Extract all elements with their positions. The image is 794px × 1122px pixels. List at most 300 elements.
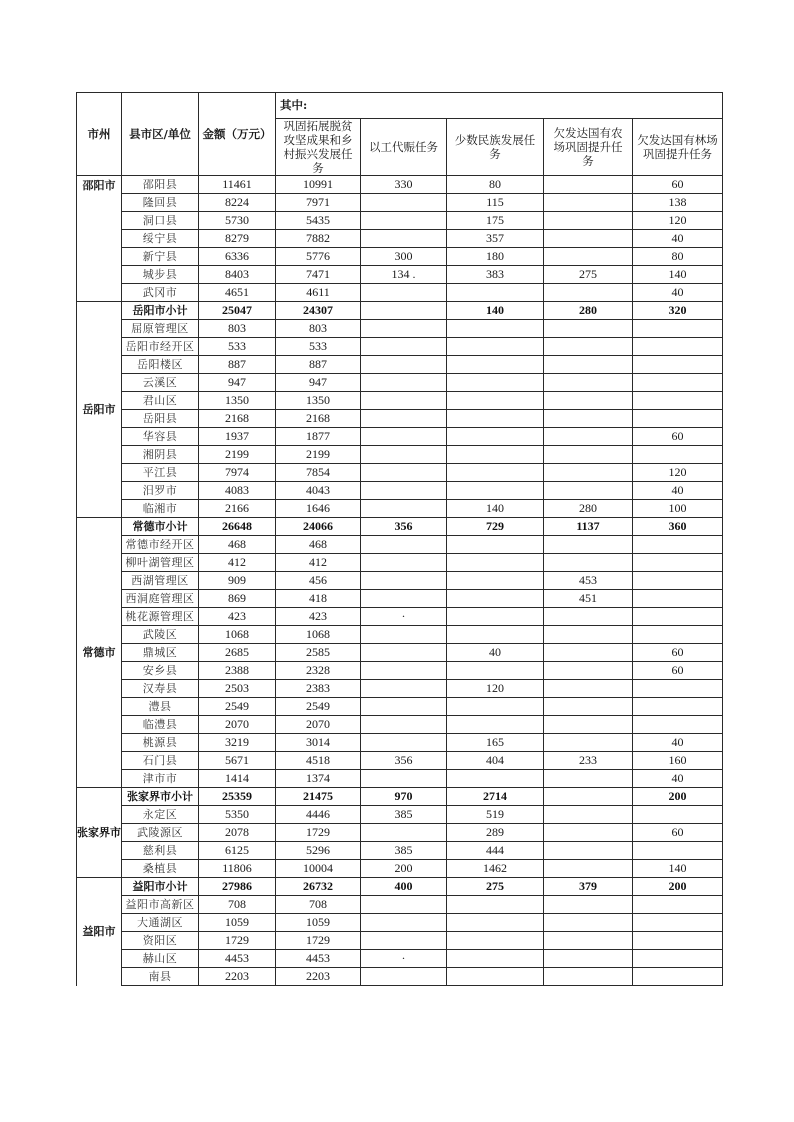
ethnic-development-cell (447, 320, 544, 338)
county-name: 永定区 (122, 806, 199, 824)
county-name: 慈利县 (122, 842, 199, 860)
amount-cell: 6336 (199, 248, 276, 266)
state-farm-cell (544, 410, 633, 428)
state-forest-cell (633, 536, 723, 554)
state-forest-cell: 140 (633, 266, 723, 284)
state-farm-cell (544, 662, 633, 680)
poverty-consolidation-cell: 2203 (276, 968, 361, 986)
work-relief-cell (361, 590, 447, 608)
ethnic-development-cell: 357 (447, 230, 544, 248)
state-forest-cell: 200 (633, 788, 723, 806)
ethnic-development-cell (447, 356, 544, 374)
state-farm-cell: 275 (544, 266, 633, 284)
state-farm-cell: 451 (544, 590, 633, 608)
amount-cell: 887 (199, 356, 276, 374)
state-farm-cell (544, 482, 633, 500)
state-farm-cell (544, 968, 633, 986)
table-row (77, 482, 723, 500)
ethnic-development-cell (447, 482, 544, 500)
amount-cell: 8403 (199, 266, 276, 284)
poverty-consolidation-cell: 21475 (276, 788, 361, 806)
state-forest-cell: 320 (633, 302, 723, 320)
state-forest-cell: 40 (633, 230, 723, 248)
state-farm-cell (544, 464, 633, 482)
header-poverty-consolidation: 巩固拓展脱贫攻坚成果和乡村振兴发展任务 (276, 119, 361, 176)
poverty-consolidation-cell: 4611 (276, 284, 361, 302)
city-cell: 益阳市 (77, 878, 122, 986)
amount-cell: 1414 (199, 770, 276, 788)
city-cell: 邵阳市 (77, 176, 122, 302)
state-farm-cell (544, 626, 633, 644)
work-relief-cell (361, 896, 447, 914)
work-relief-cell: 300 (361, 248, 447, 266)
amount-cell: 2168 (199, 410, 276, 428)
table-row (77, 752, 723, 770)
amount-cell: 2503 (199, 680, 276, 698)
work-relief-cell (361, 446, 447, 464)
ethnic-development-cell (447, 662, 544, 680)
ethnic-development-cell (447, 698, 544, 716)
county-name: 君山区 (122, 392, 199, 410)
state-forest-cell: 360 (633, 518, 723, 536)
table-row (77, 320, 723, 338)
state-farm-cell (544, 320, 633, 338)
county-name: 武陵源区 (122, 824, 199, 842)
ethnic-development-cell: 165 (447, 734, 544, 752)
poverty-consolidation-cell: 7471 (276, 266, 361, 284)
amount-cell: 3219 (199, 734, 276, 752)
poverty-consolidation-cell: 2549 (276, 698, 361, 716)
state-forest-cell: 100 (633, 500, 723, 518)
city-cell: 常德市 (77, 518, 122, 788)
work-relief-cell (361, 554, 447, 572)
state-farm-cell (544, 932, 633, 950)
work-relief-cell (361, 482, 447, 500)
poverty-consolidation-cell: 803 (276, 320, 361, 338)
state-forest-cell (633, 914, 723, 932)
work-relief-cell (361, 356, 447, 374)
table-row (77, 914, 723, 932)
ethnic-development-cell (447, 410, 544, 428)
subtotal-label: 岳阳市小计 (122, 302, 199, 320)
state-forest-cell: 80 (633, 248, 723, 266)
table-row (77, 572, 723, 590)
ethnic-development-cell (447, 770, 544, 788)
state-forest-cell (633, 608, 723, 626)
poverty-consolidation-cell: 423 (276, 608, 361, 626)
state-farm-cell (544, 356, 633, 374)
ethnic-development-cell: 180 (447, 248, 544, 266)
poverty-consolidation-cell: 1729 (276, 932, 361, 950)
table-row (77, 554, 723, 572)
poverty-consolidation-cell: 2199 (276, 446, 361, 464)
work-relief-cell (361, 320, 447, 338)
county-name: 临湘市 (122, 500, 199, 518)
ethnic-development-cell: 175 (447, 212, 544, 230)
work-relief-cell (361, 644, 447, 662)
ethnic-development-cell: 140 (447, 500, 544, 518)
county-name: 邵阳县 (122, 176, 199, 194)
state-forest-cell: 60 (633, 176, 723, 194)
state-farm-cell (544, 176, 633, 194)
table-row (77, 770, 723, 788)
state-forest-cell: 120 (633, 464, 723, 482)
state-farm-cell: 453 (544, 572, 633, 590)
poverty-consolidation-cell: 947 (276, 374, 361, 392)
ethnic-development-cell: 1462 (447, 860, 544, 878)
county-name: 益阳市高新区 (122, 896, 199, 914)
amount-cell: 468 (199, 536, 276, 554)
header-state-forest: 欠发达国有林场巩固提升任务 (633, 119, 723, 176)
work-relief-cell: 134 . (361, 266, 447, 284)
table-row (77, 626, 723, 644)
work-relief-cell: 356 (361, 518, 447, 536)
table-row (77, 644, 723, 662)
table-row (77, 680, 723, 698)
ethnic-development-cell: 729 (447, 518, 544, 536)
county-name: 临澧县 (122, 716, 199, 734)
table-row (77, 662, 723, 680)
state-forest-cell: 60 (633, 428, 723, 446)
state-farm-cell (544, 806, 633, 824)
state-farm-cell (544, 608, 633, 626)
work-relief-cell: 970 (361, 788, 447, 806)
ethnic-development-cell (447, 950, 544, 968)
table-row (77, 212, 723, 230)
table-row (77, 698, 723, 716)
amount-cell: 5730 (199, 212, 276, 230)
county-name: 洞口县 (122, 212, 199, 230)
state-forest-cell (633, 590, 723, 608)
county-name: 岳阳县 (122, 410, 199, 428)
table-row (77, 392, 723, 410)
amount-cell: 25047 (199, 302, 276, 320)
state-forest-cell: 40 (633, 734, 723, 752)
county-name: 岳阳市经开区 (122, 338, 199, 356)
poverty-consolidation-cell: 2383 (276, 680, 361, 698)
poverty-consolidation-cell: 5776 (276, 248, 361, 266)
table-row (77, 266, 723, 284)
work-relief-cell (361, 500, 447, 518)
state-forest-cell (633, 968, 723, 986)
amount-cell: 8279 (199, 230, 276, 248)
table-row (77, 464, 723, 482)
amount-cell: 412 (199, 554, 276, 572)
ethnic-development-cell (447, 536, 544, 554)
state-farm-cell (544, 554, 633, 572)
amount-cell: 2070 (199, 716, 276, 734)
poverty-consolidation-cell: 7971 (276, 194, 361, 212)
header-amount: 金额（万元） (199, 93, 276, 176)
state-farm-cell (544, 230, 633, 248)
table-row (77, 842, 723, 860)
header-work-relief: 以工代赈任务 (361, 119, 447, 176)
table-row (77, 410, 723, 428)
amount-cell: 2549 (199, 698, 276, 716)
funding-allocation-table (76, 92, 723, 986)
poverty-consolidation-cell: 10991 (276, 176, 361, 194)
ethnic-development-cell: 40 (447, 644, 544, 662)
state-forest-cell (633, 698, 723, 716)
poverty-consolidation-cell: 412 (276, 554, 361, 572)
poverty-consolidation-cell: 1350 (276, 392, 361, 410)
state-forest-cell (633, 626, 723, 644)
table-row (77, 500, 723, 518)
county-name: 隆回县 (122, 194, 199, 212)
amount-cell: 5671 (199, 752, 276, 770)
amount-cell: 4651 (199, 284, 276, 302)
ethnic-development-cell: 115 (447, 194, 544, 212)
table-row (77, 176, 723, 194)
table-row (77, 284, 723, 302)
amount-cell: 11461 (199, 176, 276, 194)
ethnic-development-cell (447, 626, 544, 644)
county-name: 石门县 (122, 752, 199, 770)
county-name: 绥宁县 (122, 230, 199, 248)
county-name: 西洞庭管理区 (122, 590, 199, 608)
poverty-consolidation-cell: 1068 (276, 626, 361, 644)
state-farm-cell: 233 (544, 752, 633, 770)
county-name: 资阳区 (122, 932, 199, 950)
county-name: 津市市 (122, 770, 199, 788)
state-forest-cell: 40 (633, 482, 723, 500)
work-relief-cell (361, 680, 447, 698)
amount-cell: 25359 (199, 788, 276, 806)
ethnic-development-cell: 2714 (447, 788, 544, 806)
state-farm-cell (544, 212, 633, 230)
work-relief-cell (361, 698, 447, 716)
work-relief-cell (361, 734, 447, 752)
amount-cell: 2199 (199, 446, 276, 464)
poverty-consolidation-cell: 3014 (276, 734, 361, 752)
subtotal-label: 常德市小计 (122, 518, 199, 536)
state-forest-cell (633, 374, 723, 392)
work-relief-cell (361, 284, 447, 302)
work-relief-cell (361, 392, 447, 410)
ethnic-development-cell: 275 (447, 878, 544, 896)
table-row (77, 446, 723, 464)
amount-cell: 7974 (199, 464, 276, 482)
state-forest-cell (633, 842, 723, 860)
ethnic-development-cell: 444 (447, 842, 544, 860)
poverty-consolidation-cell: 533 (276, 338, 361, 356)
state-farm-cell (544, 770, 633, 788)
poverty-consolidation-cell: 2328 (276, 662, 361, 680)
work-relief-cell: 200 (361, 860, 447, 878)
table-row (77, 194, 723, 212)
header-of-which: 其中: (276, 93, 723, 119)
poverty-consolidation-cell: 2070 (276, 716, 361, 734)
amount-cell: 4083 (199, 482, 276, 500)
work-relief-cell (361, 716, 447, 734)
amount-cell: 2685 (199, 644, 276, 662)
ethnic-development-cell (447, 428, 544, 446)
ethnic-development-cell: 140 (447, 302, 544, 320)
work-relief-cell (361, 428, 447, 446)
ethnic-development-cell: 519 (447, 806, 544, 824)
poverty-consolidation-cell: 7882 (276, 230, 361, 248)
county-name: 桑植县 (122, 860, 199, 878)
work-relief-cell (361, 662, 447, 680)
table-row (77, 590, 723, 608)
county-name: 云溪区 (122, 374, 199, 392)
county-name: 屈原管理区 (122, 320, 199, 338)
state-forest-cell: 60 (633, 662, 723, 680)
work-relief-cell (361, 932, 447, 950)
subtotal-label: 张家界市小计 (122, 788, 199, 806)
state-farm-cell: 379 (544, 878, 633, 896)
amount-cell: 2388 (199, 662, 276, 680)
amount-cell: 27986 (199, 878, 276, 896)
county-name: 常德市经开区 (122, 536, 199, 554)
subtotal-row (77, 788, 723, 806)
state-forest-cell (633, 896, 723, 914)
ethnic-development-cell: 383 (447, 266, 544, 284)
county-name: 汨罗市 (122, 482, 199, 500)
county-name: 岳阳楼区 (122, 356, 199, 374)
ethnic-development-cell (447, 590, 544, 608)
subtotal-row (77, 518, 723, 536)
amount-cell: 869 (199, 590, 276, 608)
work-relief-cell (361, 824, 447, 842)
poverty-consolidation-cell: 4446 (276, 806, 361, 824)
state-farm-cell (544, 914, 633, 932)
state-farm-cell (544, 338, 633, 356)
table-body (77, 176, 723, 986)
ethnic-development-cell (447, 284, 544, 302)
ethnic-development-cell: 120 (447, 680, 544, 698)
work-relief-cell (361, 914, 447, 932)
work-relief-cell (361, 374, 447, 392)
work-relief-cell: 400 (361, 878, 447, 896)
state-farm-cell (544, 698, 633, 716)
amount-cell: 1068 (199, 626, 276, 644)
state-farm-cell (544, 788, 633, 806)
table-row (77, 230, 723, 248)
table-row (77, 374, 723, 392)
work-relief-cell (361, 410, 447, 428)
state-forest-cell: 40 (633, 284, 723, 302)
state-farm-cell (544, 536, 633, 554)
state-forest-cell (633, 806, 723, 824)
state-farm-cell (544, 284, 633, 302)
county-name: 新宁县 (122, 248, 199, 266)
state-forest-cell: 120 (633, 212, 723, 230)
county-name: 鼎城区 (122, 644, 199, 662)
ethnic-development-cell (447, 554, 544, 572)
work-relief-cell (361, 212, 447, 230)
amount-cell: 909 (199, 572, 276, 590)
state-farm-cell (544, 860, 633, 878)
funding-table-page (76, 92, 722, 986)
state-farm-cell (544, 716, 633, 734)
poverty-consolidation-cell: 1877 (276, 428, 361, 446)
county-name: 安乡县 (122, 662, 199, 680)
state-forest-cell (633, 932, 723, 950)
header-ethnic-development: 少数民族发展任务 (447, 119, 544, 176)
amount-cell: 1350 (199, 392, 276, 410)
amount-cell: 1059 (199, 914, 276, 932)
poverty-consolidation-cell: 5435 (276, 212, 361, 230)
table-header (77, 93, 723, 176)
header-state-farm: 欠发达国有农场巩固提升任务 (544, 119, 633, 176)
amount-cell: 423 (199, 608, 276, 626)
amount-cell: 2078 (199, 824, 276, 842)
county-name: 澧县 (122, 698, 199, 716)
amount-cell: 1937 (199, 428, 276, 446)
ethnic-development-cell (447, 446, 544, 464)
state-forest-cell (633, 338, 723, 356)
amount-cell: 8224 (199, 194, 276, 212)
state-farm-cell (544, 392, 633, 410)
work-relief-cell: 385 (361, 842, 447, 860)
state-farm-cell (544, 644, 633, 662)
amount-cell: 6125 (199, 842, 276, 860)
state-forest-cell (633, 392, 723, 410)
state-farm-cell: 280 (544, 500, 633, 518)
amount-cell: 533 (199, 338, 276, 356)
state-farm-cell (544, 950, 633, 968)
subtotal-row (77, 302, 723, 320)
table-row (77, 356, 723, 374)
ethnic-development-cell (447, 572, 544, 590)
county-name: 西湖管理区 (122, 572, 199, 590)
state-farm-cell (544, 842, 633, 860)
work-relief-cell (361, 194, 447, 212)
amount-cell: 11806 (199, 860, 276, 878)
county-name: 赫山区 (122, 950, 199, 968)
ethnic-development-cell: 80 (447, 176, 544, 194)
county-name: 大通湖区 (122, 914, 199, 932)
table-row (77, 824, 723, 842)
table-row (77, 950, 723, 968)
poverty-consolidation-cell: 1646 (276, 500, 361, 518)
amount-cell: 2203 (199, 968, 276, 986)
table-row (77, 968, 723, 986)
table-row (77, 806, 723, 824)
ethnic-development-cell (447, 932, 544, 950)
state-forest-cell: 200 (633, 878, 723, 896)
work-relief-cell: 356 (361, 752, 447, 770)
amount-cell: 5350 (199, 806, 276, 824)
county-name: 湘阴县 (122, 446, 199, 464)
table-row (77, 338, 723, 356)
ethnic-development-cell (447, 374, 544, 392)
work-relief-cell: · (361, 950, 447, 968)
poverty-consolidation-cell: 24066 (276, 518, 361, 536)
city-cell: 张家界市 (77, 788, 122, 878)
state-farm-cell (544, 374, 633, 392)
state-forest-cell (633, 356, 723, 374)
state-farm-cell (544, 194, 633, 212)
state-forest-cell: 138 (633, 194, 723, 212)
state-forest-cell: 60 (633, 824, 723, 842)
state-forest-cell (633, 680, 723, 698)
county-name: 桃源县 (122, 734, 199, 752)
poverty-consolidation-cell: 887 (276, 356, 361, 374)
table-row (77, 248, 723, 266)
table-row (77, 428, 723, 446)
work-relief-cell: 330 (361, 176, 447, 194)
poverty-consolidation-cell: 24307 (276, 302, 361, 320)
poverty-consolidation-cell: 4043 (276, 482, 361, 500)
state-forest-cell (633, 446, 723, 464)
subtotal-label: 益阳市小计 (122, 878, 199, 896)
state-forest-cell: 40 (633, 770, 723, 788)
state-farm-cell (544, 428, 633, 446)
work-relief-cell (361, 302, 447, 320)
ethnic-development-cell (447, 464, 544, 482)
